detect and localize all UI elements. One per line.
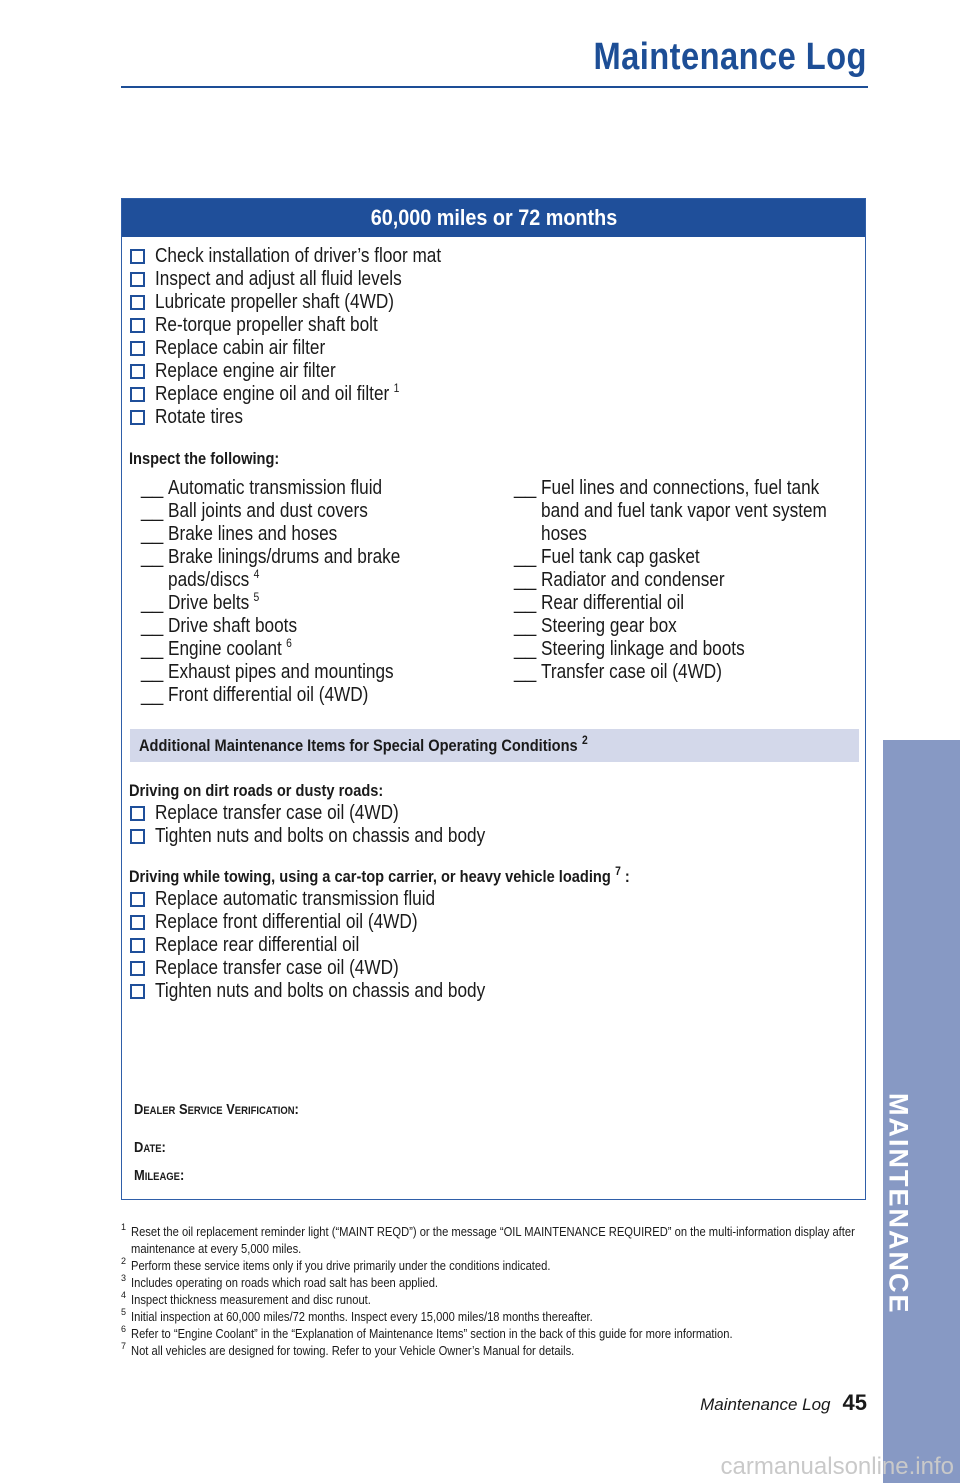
footnote <box>121 1325 866 1342</box>
checklist-item <box>130 888 539 911</box>
checkbox-icon[interactable] <box>130 295 145 310</box>
special-conditions-banner <box>130 729 859 762</box>
inspect-item <box>514 615 864 638</box>
blank-line-marker: __ <box>514 615 537 637</box>
page-number: 45 <box>842 1390 867 1415</box>
main-checklist-area <box>130 245 488 429</box>
inspect-item-label: Drive shaft boots <box>168 615 298 637</box>
checklist-item-label: Replace transfer case oil (4WD) <box>155 802 399 824</box>
footnote-text: Not all vehicles are designed for towing. Refer to your Vehicle Owner’s Manual for details. <box>131 1343 575 1358</box>
footnote-ref: 1 <box>393 381 400 396</box>
checkbox-icon[interactable] <box>130 249 145 264</box>
checklist-item <box>130 360 488 383</box>
checklist-item-label: Replace transfer case oil (4WD) <box>155 957 399 979</box>
blank-line-marker: __ <box>514 592 537 614</box>
side-tab-label <box>883 1093 914 1127</box>
footnote <box>121 1291 866 1308</box>
blank-line-marker: __ <box>514 661 537 683</box>
footnote-number: 4 <box>121 1290 127 1300</box>
checklist-item <box>130 337 488 360</box>
footnote-number: 7 <box>121 1341 127 1351</box>
inspect-item-label: Rear differential oil <box>541 592 685 614</box>
inspect-item-label: Steering gear box <box>541 615 677 637</box>
blank-line-marker: __ <box>141 661 164 683</box>
checklist-item <box>130 406 488 429</box>
checkbox-icon[interactable] <box>130 892 145 907</box>
checkbox-icon[interactable] <box>130 806 145 821</box>
blank-line-marker: __ <box>141 684 164 706</box>
inspect-item-label: Radiator and condenser <box>541 569 725 591</box>
checklist-item-label: Inspect and adjust all fluid levels <box>155 268 402 290</box>
checklist-item-label: Re-torque propeller shaft bolt <box>155 314 378 336</box>
blank-line-marker: __ <box>141 546 164 568</box>
date-label: Date: <box>134 1139 166 1156</box>
box-header <box>122 199 865 237</box>
towing-heading: Driving while towing, using a car-top carrier, or heavy vehicle loading $^7$ : <box>129 864 630 886</box>
checklist-item-label: Replace engine oil and oil filter $^1$ <box>155 381 400 405</box>
footnote-ref: 5 <box>253 590 260 605</box>
checklist-item <box>130 268 488 291</box>
checklist-item-label: Check installation of driver’s floor mat <box>155 245 442 267</box>
dirt-roads-checklist <box>130 802 539 848</box>
checklist-item-label: Tighten nuts and bolts on chassis and body <box>155 980 486 1002</box>
footnote-text: Initial inspection at 60,000 miles/72 months. Inspect every 15,000 miles/18 months thereafter. <box>131 1309 593 1324</box>
footnote <box>121 1274 866 1291</box>
footnote-ref: 6 <box>286 636 292 651</box>
inspect-item-label: Brake linings/drums and brake pads/discs $^4$ <box>168 546 401 591</box>
inspect-item <box>514 638 864 661</box>
checklist-item <box>130 980 539 1003</box>
footnote-number: 5 <box>121 1307 127 1317</box>
checklist-item-label: Replace cabin air filter <box>155 337 326 359</box>
box-header-text: 60,000 miles or 72 months <box>370 205 617 230</box>
dirt-roads-heading: Driving on dirt roads or dusty roads: <box>129 781 384 800</box>
blank-line-marker: __ <box>514 477 537 499</box>
inspect-item <box>514 592 864 615</box>
inspect-item <box>514 546 864 569</box>
dirt-roads-list-area <box>130 802 539 848</box>
blank-line-marker: __ <box>141 615 164 637</box>
checklist-item-label: Replace front differential oil (4WD) <box>155 911 418 933</box>
checklist-item-label: Rotate tires <box>155 406 243 428</box>
inspect-item <box>141 638 491 661</box>
footnote-text: Reset the oil replacement reminder light (“MAINT REQD”) or the message “OIL MAINTENANCE REQUIRED” on the multi-information display after maintenance at every 5,000 miles. <box>131 1224 855 1256</box>
blank-line-marker: __ <box>141 523 164 545</box>
inspect-item <box>141 500 491 523</box>
checklist-item <box>130 911 539 934</box>
checkbox-icon[interactable] <box>130 387 145 402</box>
checklist-item <box>130 802 539 825</box>
special-conditions-title: Additional Maintenance Items for Special Operating Conditions $^2$ <box>139 732 588 755</box>
checklist-item-label: Lubricate propeller shaft (4WD) <box>155 291 394 313</box>
towing-checklist <box>130 888 539 1003</box>
inspect-item <box>141 592 491 615</box>
inspect-item <box>514 569 864 592</box>
title-divider <box>121 86 868 88</box>
footnote-number: 2 <box>121 1256 127 1266</box>
footnote-text: Perform these service items only if you drive primarily under the conditions indicated. <box>131 1258 551 1273</box>
blank-line-marker: __ <box>141 592 164 614</box>
checkbox-icon[interactable] <box>130 938 145 953</box>
inspect-item-label: Fuel lines and connections, fuel tank band and fuel tank vapor vent system hoses <box>541 477 827 545</box>
dealer-verification-label: Dealer Service Verification: <box>134 1101 299 1118</box>
inspect-item-label: Ball joints and dust covers <box>168 500 368 522</box>
checklist-item-label: Replace automatic transmission fluid <box>155 888 436 910</box>
checkbox-icon[interactable] <box>130 410 145 425</box>
mileage-label: Mileage: <box>134 1167 185 1184</box>
inspect-left-column <box>141 477 491 707</box>
inspect-item-label: Brake lines and hoses <box>168 523 338 545</box>
footnotes <box>121 1223 866 1359</box>
inspect-item <box>514 477 864 546</box>
inspect-item-label: Exhaust pipes and mountings <box>168 661 394 683</box>
towing-list-area <box>130 888 539 1003</box>
inspect-item-label: Front differential oil (4WD) <box>168 684 369 706</box>
footnote <box>121 1223 866 1257</box>
checklist-item <box>130 314 488 337</box>
inspect-item-label: Fuel tank cap gasket <box>541 546 700 568</box>
footer-section-label: Maintenance Log <box>700 1395 831 1414</box>
checklist-item-label: Replace rear differential oil <box>155 934 360 956</box>
inspect-right-column <box>514 477 864 684</box>
blank-line-marker: __ <box>514 638 537 660</box>
checklist-item <box>130 825 539 848</box>
checklist-item <box>130 934 539 957</box>
inspect-heading: Inspect the following: <box>129 449 280 468</box>
footnote <box>121 1257 866 1274</box>
checklist-item <box>130 291 488 314</box>
footnote <box>121 1342 866 1359</box>
blank-line-marker: __ <box>141 477 164 499</box>
inspect-item-label: Engine coolant $^6$ <box>168 636 292 660</box>
checklist-item <box>130 383 488 406</box>
page-title: Maintenance Log <box>593 36 867 78</box>
footnote-number: 3 <box>121 1273 127 1283</box>
checkbox-icon[interactable] <box>130 318 145 333</box>
checkbox-icon[interactable] <box>130 272 145 287</box>
inspect-item-label: Transfer case oil (4WD) <box>541 661 722 683</box>
checkbox-icon[interactable] <box>130 364 145 379</box>
footnote-text: Includes operating on roads which road salt has been applied. <box>131 1275 439 1290</box>
inspect-item <box>141 546 491 592</box>
inspect-item <box>514 661 864 684</box>
page-footer <box>700 1390 867 1416</box>
inspect-item <box>141 477 491 500</box>
footnote <box>121 1308 866 1325</box>
checkbox-icon[interactable] <box>130 984 145 999</box>
checkbox-icon[interactable] <box>130 961 145 976</box>
footnote-number: 6 <box>121 1324 127 1334</box>
checkbox-icon[interactable] <box>130 915 145 930</box>
inspect-item <box>141 661 491 684</box>
blank-line-marker: __ <box>141 500 164 522</box>
inspect-item <box>141 684 491 707</box>
footnote-ref: 4 <box>253 567 260 582</box>
inspect-item <box>141 615 491 638</box>
main-checklist <box>130 245 488 429</box>
checkbox-icon[interactable] <box>130 829 145 844</box>
checkbox-icon[interactable] <box>130 341 145 356</box>
blank-line-marker: __ <box>514 546 537 568</box>
checklist-item <box>130 245 488 268</box>
footnote-text: Inspect thickness measurement and disc runout. <box>131 1292 371 1307</box>
footnote-number: 1 <box>121 1222 127 1232</box>
watermark: carmanualsonline.info <box>720 1453 954 1480</box>
blank-line-marker: __ <box>141 638 164 660</box>
inspect-item <box>141 523 491 546</box>
blank-line-marker: __ <box>514 569 537 591</box>
inspect-item-label: Automatic transmission fluid <box>168 477 383 499</box>
inspect-item-label: Steering linkage and boots <box>541 638 745 660</box>
footnote-text: Refer to “Engine Coolant” in the “Explanation of Maintenance Items” section in the back of this guide for more information. <box>131 1326 733 1341</box>
checklist-item <box>130 957 539 980</box>
inspect-item-label: Drive belts $^5$ <box>168 590 260 614</box>
checklist-item-label: Replace engine air filter <box>155 360 336 382</box>
maintenance-box <box>121 198 866 1200</box>
checklist-item-label: Tighten nuts and bolts on chassis and body <box>155 825 486 847</box>
